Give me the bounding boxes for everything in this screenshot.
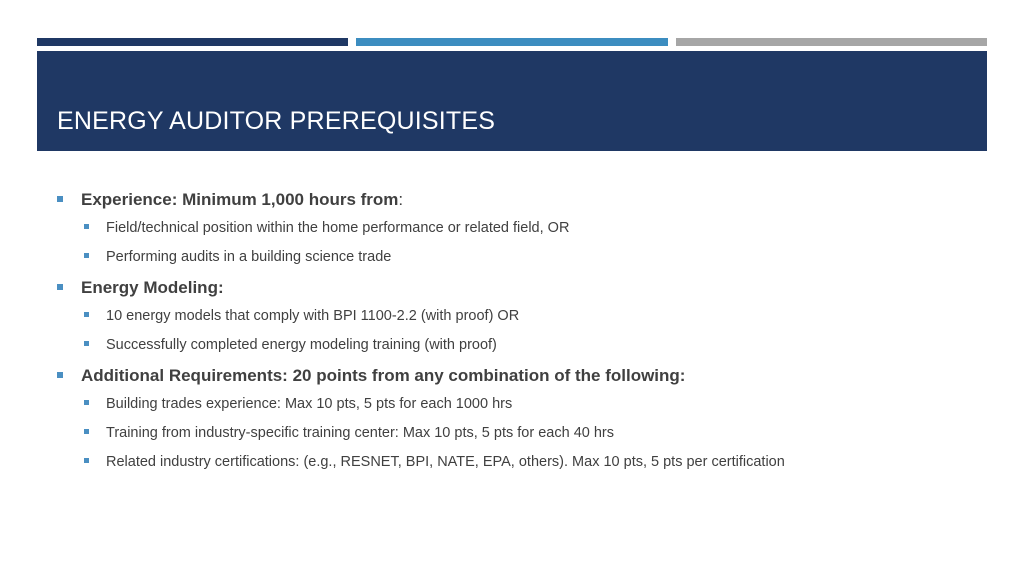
experience-colon: : xyxy=(398,190,404,209)
square-bullet-icon xyxy=(84,429,89,434)
additional-requirements-label: Additional Requirements: 20 points from any combination of the following: xyxy=(81,366,686,385)
bullet-text: Performing audits in a building science trade xyxy=(106,249,392,265)
accent-bar-navy xyxy=(37,38,348,46)
slide-title: ENERGY AUDITOR PREREQUISITES xyxy=(57,107,496,135)
bullet-text: Field/technical position within the home performance or related field, OR xyxy=(106,220,570,236)
bullet-list xyxy=(57,190,977,483)
square-bullet-icon xyxy=(57,284,63,290)
square-bullet-icon xyxy=(57,196,63,202)
bullet-text: Successfully completed energy modeling training (with proof) xyxy=(106,337,497,353)
bullet-experience-sub-1 xyxy=(57,220,977,249)
bullet-experience-sub-2 xyxy=(57,249,977,278)
bullet-additional-sub-2 xyxy=(57,425,977,454)
square-bullet-icon xyxy=(84,341,89,346)
bullet-text: Building trades experience: Max 10 pts, 5 pts for each 1000 hrs xyxy=(106,396,513,412)
bullet-additional-requirements xyxy=(57,366,977,396)
square-bullet-icon xyxy=(84,400,89,405)
bullet-additional-sub-3 xyxy=(57,454,977,483)
bullet-experience xyxy=(57,190,977,220)
bullet-energy-modeling-sub-1 xyxy=(57,308,977,337)
accent-bar-gray xyxy=(676,38,987,46)
bullet-text: 10 energy models that comply with BPI 1100-2.2 (with proof) OR xyxy=(106,308,520,324)
energy-modeling-label: Energy Modeling: xyxy=(81,278,224,297)
bullet-text: Related industry certifications: (e.g., RESNET, BPI, NATE, EPA, others). Max 10 pts, 5 pts per certification xyxy=(106,454,785,470)
square-bullet-icon xyxy=(84,312,89,317)
square-bullet-icon xyxy=(84,458,89,463)
bullet-additional-sub-1 xyxy=(57,396,977,425)
bullet-energy-modeling xyxy=(57,278,977,308)
title-band xyxy=(37,51,987,151)
square-bullet-icon xyxy=(57,372,63,378)
square-bullet-icon xyxy=(84,224,89,229)
top-accent-bars xyxy=(37,38,987,46)
square-bullet-icon xyxy=(84,253,89,258)
experience-label: Experience: Minimum 1,000 hours from xyxy=(81,190,399,209)
bullet-energy-modeling-sub-2 xyxy=(57,337,977,366)
bullet-text: Training from industry-specific training center: Max 10 pts, 5 pts for each 40 hrs xyxy=(106,425,614,441)
accent-bar-blue xyxy=(356,38,667,46)
